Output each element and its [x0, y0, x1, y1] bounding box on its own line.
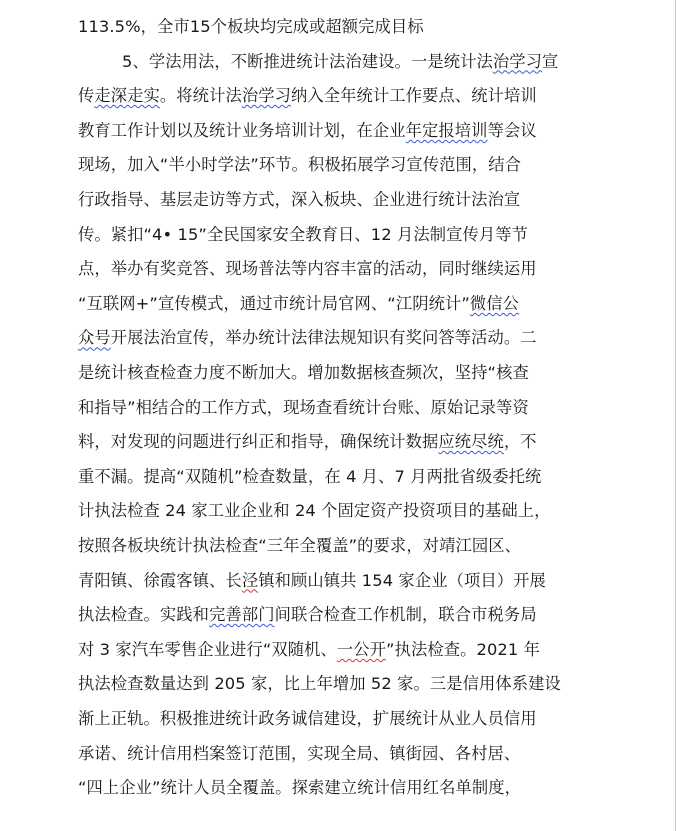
spellcheck-underlined-text: 一公开 — [336, 639, 387, 659]
text-run: 点，举办有奖竞答、现场普法等内容丰富的活动，同时继续运用 — [78, 259, 537, 279]
text-run: 是统计核查检查力度不断加大。增加数据核查频次，坚持“核查 — [78, 363, 529, 382]
text-line — [78, 395, 529, 421]
text-run: ，不 — [503, 432, 537, 452]
text-line — [78, 602, 537, 628]
text-line — [78, 256, 537, 282]
text-run: 料，对发现的问题进行纠正和指导，确保统计数据 — [78, 432, 439, 452]
text-run: “四上企业”统计人员全覆盖。探索建立统计信用红名单制度， — [78, 778, 521, 798]
text-line — [78, 706, 537, 732]
text-line — [78, 671, 561, 697]
text-line — [122, 49, 558, 75]
text-run: 青阳镇、徐霞客镇、长 — [78, 570, 242, 590]
text-line — [78, 637, 540, 663]
text-run: 现场，加入“半小时学法”环节。积极拓展学习宣传范围，结合 — [78, 155, 521, 175]
spellcheck-underlined-text: 治学习 — [241, 86, 291, 106]
text-run: 纳入全年统计工作要点、统计培训 — [291, 86, 537, 106]
text-run: 教育工作计划以及统计业务培训计划，在企业 — [78, 120, 406, 140]
text-run: 传 — [78, 86, 95, 106]
text-run: 行政指导、基层走访等方式，深入板块、企业进行统计法治宣 — [78, 190, 521, 209]
text-run: 宣 — [542, 51, 559, 71]
text-line — [78, 360, 529, 386]
text-run: 和指导”相结合的工作方式，现场查看统计台账、原始记录等资 — [78, 397, 529, 417]
text-run: 承诺、统计信用档案签订范围，实现全局、镇街园、各村居、 — [78, 743, 521, 763]
text-line — [78, 533, 521, 559]
text-line — [78, 291, 519, 317]
text-run: 对 3 家汽车零售企业进行“双随机、 — [78, 639, 337, 659]
spellcheck-underlined-text: 应统尽统 — [438, 432, 504, 452]
text-run: 开展法治宣传，举办统计法律法规知识有奖问答等活动。二 — [110, 328, 537, 348]
text-line — [78, 14, 424, 40]
text-line — [78, 498, 550, 524]
text-run: “互联网+”宣传模式，通过市统计局官网、“江阴统计” — [78, 293, 470, 313]
text-run: 传。紧扣“4• 15”全民国家安全教育日、12 月法制宣传月等节 — [78, 224, 529, 244]
spellcheck-underlined-text: 年定报培训 — [405, 120, 488, 140]
text-line — [78, 222, 528, 248]
text-line — [78, 464, 541, 490]
text-line — [78, 187, 520, 213]
text-line — [78, 152, 521, 178]
text-run: 计执法检查 24 家工业企业和 24 个固定资产投资项目的基础上， — [78, 501, 551, 521]
text-line — [78, 741, 520, 767]
text-line — [78, 568, 546, 594]
text-run: 重不漏。提高“双随机”检查数量，在 4 月、7 月两批省级委托统 — [78, 466, 542, 486]
text-run: 等会议 — [487, 120, 537, 140]
text-line — [78, 118, 537, 144]
text-line — [78, 325, 537, 351]
text-line — [78, 775, 521, 801]
spellcheck-underlined-text: 泾 — [241, 570, 259, 590]
text-run: 间联合检查工作机制，联合市税务局 — [274, 605, 537, 625]
text-run: 。将统计法 — [159, 86, 242, 106]
spellcheck-underlined-text: 众号 — [78, 328, 111, 348]
spellcheck-underlined-text: 完善部门 — [209, 605, 275, 625]
spellcheck-underlined-text: 微信公 — [469, 293, 520, 313]
spellcheck-underlined-text: 治学习 — [492, 51, 543, 71]
text-run: 按照各板块统计执法检查“三年全覆盖”的要求，对靖江园区、 — [78, 536, 521, 555]
text-run: 执法检查。实践和 — [78, 605, 210, 625]
text-run: 5、学法用法，不断推进统计法治建设。一是统计法 — [122, 51, 493, 71]
text-run: 113.5%，全市15个板块均完成或超额完成目标 — [78, 17, 424, 36]
text-run: 镇和顾山镇共 154 家企业（项目）开展 — [258, 570, 546, 590]
spellcheck-underlined-text: 走深走实 — [94, 86, 160, 106]
text-line — [78, 83, 537, 109]
text-run: 渐上正轨。积极推进统计政务诚信建设，扩展统计从业人员信用 — [78, 709, 537, 728]
text-run: 执法检查数量达到 205 家，比上年增加 52 家。三是信用体系建设 — [78, 674, 561, 694]
text-run: ”执法检查。2021 年 — [386, 639, 540, 659]
text-line — [78, 429, 537, 455]
